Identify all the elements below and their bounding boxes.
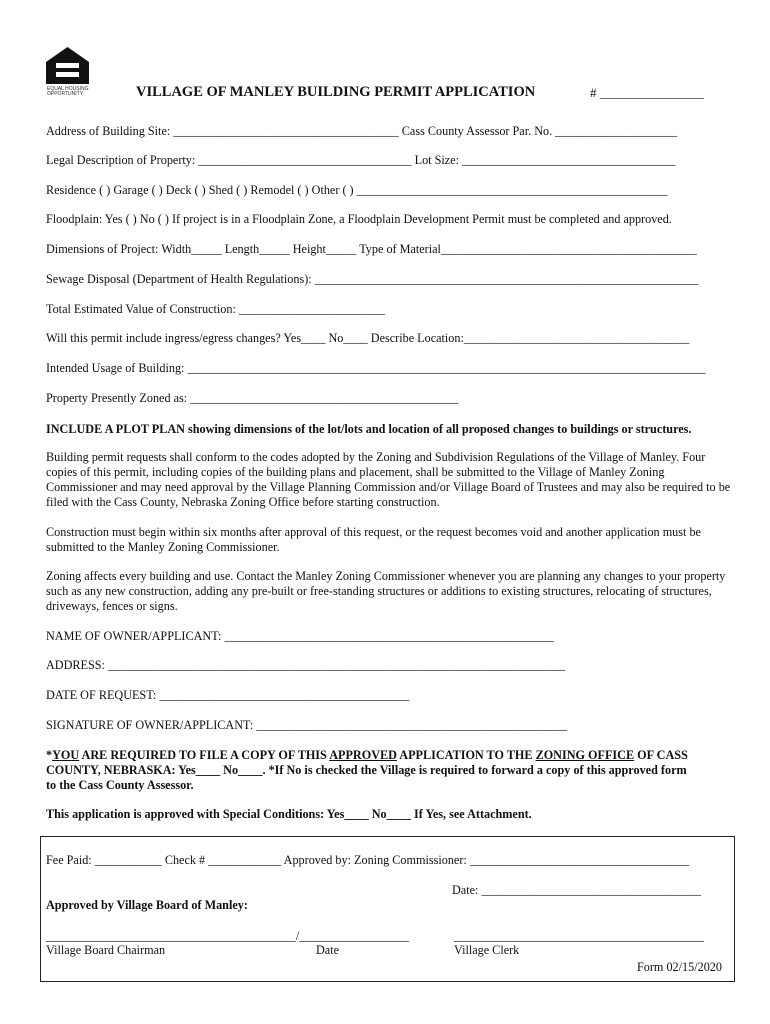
required-notice-line-1: *YOU ARE REQUIRED TO FILE A COPY OF THIS APPROVED APPLICATION TO THE ZONING OFFICE OF CASS [46, 748, 688, 762]
construction-paragraph: Construction must begin within six months after approval of this request, or the request becomes void and another application must be submitted to the Manley Zoning Commissioner. [46, 525, 701, 554]
ingress-field[interactable]: Will this permit include ingress/egress changes? Yes____ No____ Describe Location:_____________________________________ [46, 331, 690, 345]
chairman-signature-line[interactable]: _________________________________________/__________________ [46, 929, 409, 943]
conformance-paragraph: Building permit requests shall conform to the codes adopted by the Zoning and Subdivision Regulations of the Village of Manley. Four copies of this permit, including copies of the building plans and placement, shall be submitted to the Village of Manley Zoning Commissioner and may need approval by the Village Planning Commission and/or Village Board of Trustees and may also be required to be filed with the Cass County, Nebraska Zoning Office before starting construction. [46, 450, 731, 509]
approval-date-field[interactable]: Date: ____________________________________ [452, 883, 701, 897]
legal-description-field[interactable]: Legal Description of Property: ___________________________________ Lot Size: ___________________________________ [46, 153, 676, 167]
date-label: Date [316, 943, 340, 957]
board-approval-label: Approved by Village Board of Manley: [46, 898, 248, 912]
clerk-label: Village Clerk [454, 943, 520, 957]
usage-field[interactable]: Intended Usage of Building: _____________________________________________________________________________________ [46, 361, 706, 375]
owner-address-field[interactable]: ADDRESS: ___________________________________________________________________________ [46, 658, 565, 672]
address-field[interactable]: Address of Building Site: _____________________________________ Cass County Assessor Par. No. ____________________ [46, 124, 678, 138]
signature-field[interactable]: SIGNATURE OF OWNER/APPLICANT: ___________________________________________________ [46, 718, 568, 732]
sewage-field[interactable]: Sewage Disposal (Department of Health Regulations): _______________________________________________________________ [46, 272, 699, 286]
request-date-field[interactable]: DATE OF REQUEST: _________________________________________ [46, 688, 410, 702]
value-field[interactable]: Total Estimated Value of Construction: ________________________ [46, 302, 386, 316]
owner-name-field[interactable]: NAME OF OWNER/APPLICANT: ______________________________________________________ [46, 629, 554, 643]
page-title: VILLAGE OF MANLEY BUILDING PERMIT APPLICATION [136, 84, 536, 100]
required-notice-line-2[interactable]: COUNTY, NEBRASKA: Yes____ No____. *If No is checked the Village is required to forward a copy of this approved form [46, 763, 687, 777]
dimensions-field[interactable]: Dimensions of Project: Width_____ Length_____ Height_____ Type of Material__________________________________________ [46, 242, 697, 256]
chairman-label: Village Board Chairman [46, 943, 166, 957]
special-conditions-field[interactable]: This application is approved with Special Conditions: Yes____ No____ If Yes, see Attachment. [46, 807, 532, 821]
clerk-signature-line[interactable]: _________________________________________ [454, 929, 704, 943]
permit-number-field[interactable]: # ________________ [590, 85, 704, 100]
required-notice-line-3: to the Cass County Assessor. [46, 778, 194, 792]
fee-line[interactable]: Fee Paid: ___________ Check # ____________ Approved by: Zoning Commissioner: ____________________________________ [46, 853, 690, 867]
form-version: Form 02/15/2020 [637, 960, 722, 974]
building-type-field[interactable]: Residence ( ) Garage ( ) Deck ( ) Shed ( ) Remodel ( ) Other ( ) ___________________________________________________ [46, 183, 668, 197]
plot-plan-notice: INCLUDE A PLOT PLAN showing dimensions of the lot/lots and location of all proposed changes to buildings or structures. [46, 422, 692, 436]
zoned-field[interactable]: Property Presently Zoned as: ____________________________________________ [46, 391, 459, 405]
zoning-paragraph: Zoning affects every building and use. Contact the Manley Zoning Commissioner whenever you are planning any changes to your property such as any new construction, adding any pre-built or free-standing structures or additions to existing structures, relocating of structures, driveways, fences or signs. [46, 569, 726, 613]
logo-caption: EQUAL HOUSING OPPORTUNITY [47, 86, 89, 97]
floodplain-field[interactable]: Floodplain: Yes ( ) No ( ) If project is in a Floodplain Zone, a Floodplain Development Permit must be completed and approved. [46, 212, 672, 226]
